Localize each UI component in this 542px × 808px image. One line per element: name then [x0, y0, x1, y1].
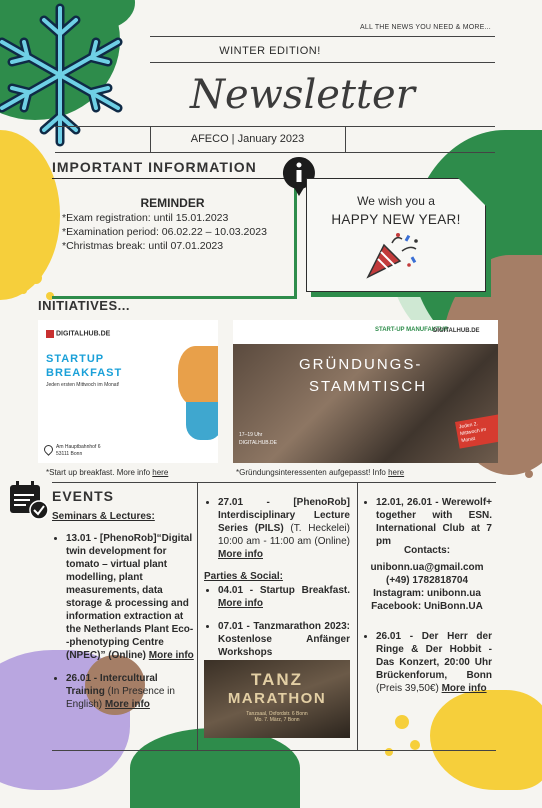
startup-caption-text: *Start up breakfast. More info [46, 468, 153, 477]
event-item: • 26.01 - Der Herr der Ringe & Der Hobbit - Das Konzert, 20:00 Uhr Brückenforum, Bonn (Preis 39,50€) More info [376, 630, 492, 695]
startup-address-2: 53111 Bonn [56, 451, 83, 457]
initiatives-heading: INITIATIVES... [38, 298, 130, 313]
events-heading: EVENTS [52, 488, 115, 504]
event-more-link[interactable]: More info [148, 650, 194, 661]
brown-dot-3 [528, 425, 535, 432]
reminder-item: *Examination period: 06.02.22 – 10.03.2023 [62, 226, 267, 238]
contact-facebook[interactable]: Facebook: UniBonn.UA [371, 601, 483, 612]
reminder-title: REMINDER [140, 196, 205, 210]
events-col-2-parties [204, 584, 350, 669]
stammtisch-time: 17–19 Uhr [239, 432, 263, 438]
location-pin-icon [42, 443, 55, 456]
stammtisch-title-1: GRÜNDUNGS- [299, 356, 423, 373]
header-rule-4 [55, 152, 495, 153]
event-item: • 13.01 - [PhenoRob]“Digital twin development for tomato – virtual plant modelling, plant measurements, data storage & processing and information extraction at the Netherlands Plant Eco--phenotyping Centre (NPEC)” (Online) More info [66, 532, 194, 662]
snowflake-icon [0, 0, 130, 150]
yellow-blob-bottom-right [430, 690, 542, 790]
contact-phone: (+49) 1782818704 [385, 575, 469, 586]
wish-line-1: We wish you a [357, 194, 435, 208]
yellow-dot-2 [20, 287, 27, 294]
startup-title-1: STARTUP [46, 353, 105, 365]
yellow-dot-5 [410, 740, 420, 750]
events-col-3-last [362, 630, 492, 705]
startup-subtitle: Jeden ersten Mittwoch im Monat! [46, 382, 120, 388]
event-more-link[interactable]: More info [104, 699, 150, 710]
tanz-foot-2: Mo. 7. März, 7 Bonn [254, 717, 300, 723]
contacts-heading: Contacts: [403, 545, 451, 556]
yellow-dot-4 [395, 715, 409, 729]
stammtisch-caption [236, 468, 404, 477]
contact-email[interactable]: unibonn.ua@gmail.com [370, 562, 484, 573]
card2-logo-strip [233, 320, 498, 344]
green-blob-bottom [130, 728, 300, 808]
page-title: Newsletter [190, 72, 415, 118]
yellow-dot-1 [30, 272, 42, 284]
startup-address-1: Am Hauptbahnhof 6 [56, 444, 101, 450]
card2-brand-startup: START-UP MANUFAKTUR [375, 327, 449, 333]
tanz-foot-1: Tanzsaal, Oxfordstr. 6 Bonn [246, 711, 308, 717]
tanz-line-2: MARATHON [227, 690, 327, 707]
event-item: • 27.01 - [PhenoRob] Interdisciplinary Lecture Series (PILS) (T. Heckelei) 10:00 am - 11:00 am (Online) More info [218, 496, 350, 561]
gruendungs-stammtisch-card[interactable] [233, 320, 498, 463]
event-more-link[interactable]: More info [441, 683, 487, 694]
header-rule-3 [55, 126, 495, 127]
startup-caption [46, 468, 168, 477]
event-item: • 26.01 - Intercultural Training (In Presence in English) More info [66, 672, 194, 711]
digitalhub-brand: DIGITALHUB.DE [56, 330, 111, 338]
event-more-link[interactable]: More info [218, 549, 263, 560]
events-col-1 [52, 532, 194, 721]
tanzmarathon-poster [204, 660, 350, 738]
startup-breakfast-card[interactable] [38, 320, 218, 463]
brown-dot-2 [525, 470, 533, 478]
tagline: ALL THE NEWS YOU NEED & MORE... [360, 24, 491, 31]
event-item: • 07.01 - Tanzmarathon 2023: Kostenlose Anfänger Workshops [218, 620, 350, 659]
important-heading: IMPORTANT INFORMATION [52, 159, 257, 175]
stammtisch-venue: DIGITALHUB.DE [239, 440, 277, 446]
events-rule-bottom [52, 750, 496, 751]
seminars-heading: Seminars & Lectures: [52, 511, 155, 522]
party-popper-icon [362, 231, 422, 281]
edition-label: WINTER EDITION! [219, 45, 321, 57]
events-col-2 [204, 496, 350, 571]
events-col-divider-1 [197, 482, 198, 750]
reminder-item: *Christmas break: until 07.01.2023 [62, 240, 224, 252]
event-more-link[interactable]: More info [218, 598, 263, 609]
stammtisch-title-2: STAMMTISCH [309, 378, 428, 395]
digitalhub-logo [46, 330, 110, 338]
wish-card-fold [458, 176, 488, 206]
cup-image [186, 402, 218, 440]
header-rule-2 [150, 62, 495, 63]
startup-title-2: BREAKFAST [46, 367, 123, 379]
wish-line-2: HAPPY NEW YEAR! [331, 212, 461, 227]
events-rule-top [52, 482, 496, 483]
reminder-item: *Exam registration: until 15.01.2023 [62, 212, 229, 224]
event-item: • 12.01, 26.01 - Werewolf+ together with ESN. International Club at 7 pm [376, 496, 492, 548]
header-rule-1 [150, 36, 495, 37]
reminder-list [62, 211, 267, 253]
important-frame-line [52, 178, 292, 179]
header-rule-v2 [345, 126, 346, 152]
tanz-line-1: TANZ [250, 670, 304, 689]
stammtisch-sticker: Jeden 2. Mittwoch im Monat [455, 414, 498, 448]
stammtisch-caption-text: *Gründungsinteressenten aufgepasst! Info [236, 468, 389, 477]
issue-subtitle: AFECO | January 2023 [190, 133, 305, 145]
card2-brand-digitalhub: DIGITALHUB.DE [433, 328, 480, 334]
calendar-check-icon [8, 480, 50, 520]
croissant-image [178, 346, 218, 406]
brown-dot-1 [510, 445, 522, 457]
stammtisch-more-link[interactable]: here [388, 468, 405, 477]
event-item: • 04.01 - Startup Breakfast. More info [218, 584, 350, 610]
contacts-block [362, 544, 492, 613]
startup-more-link[interactable]: here [152, 468, 169, 477]
parties-heading: Parties & Social: [204, 571, 283, 582]
events-col-divider-2 [357, 482, 358, 750]
contact-instagram[interactable]: Instagram: unibonn.ua [373, 588, 481, 599]
